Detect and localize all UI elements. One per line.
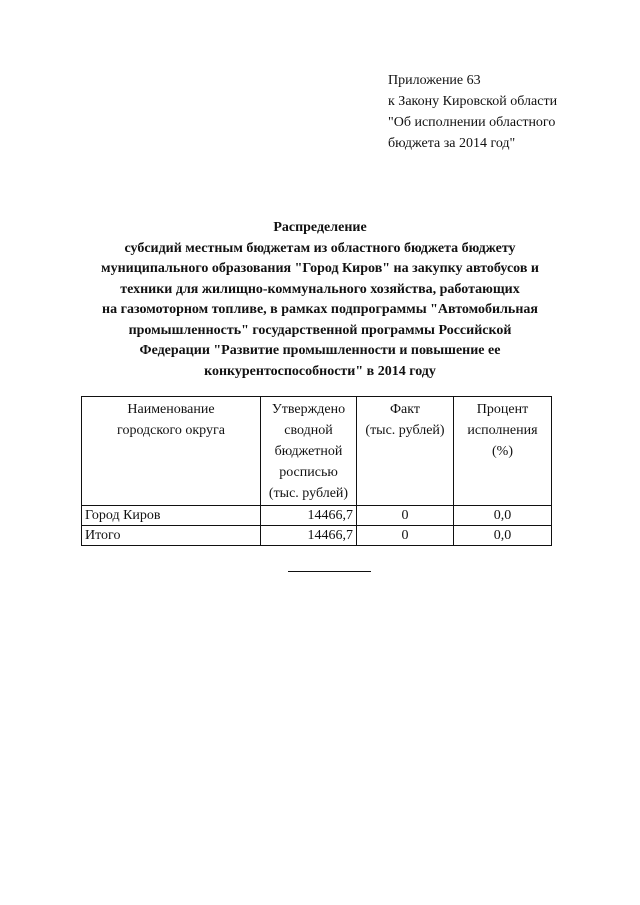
header-text: исполнения [467,423,538,438]
header-text: Процент [476,402,529,417]
table-total-row [82,526,552,546]
header-text: городского округа [117,423,225,438]
cell-name: Итого [82,526,261,546]
cell-approved: 14466,7 [261,526,357,546]
header-text: Наименование [127,402,215,417]
subsidy-table [81,396,552,546]
appendix-line: "Об исполнении областного [388,115,556,130]
header-text: росписью [279,465,338,480]
cell-name: Город Киров [82,506,261,526]
title-line: муниципального образования "Город Киров" на закупку автобусов и [101,261,539,276]
header-text: Факт [389,402,420,417]
table-row [82,506,552,526]
title-line: субсидий местным бюджетам из областного бюджета бюджету [124,240,516,256]
cell-approved: 14466,7 [261,506,357,526]
header-text: бюджетной [274,444,343,459]
table-header-row [82,397,552,506]
header-percent [454,397,552,506]
cell-fact: 0 [357,526,454,546]
header-text: (%) [492,444,513,459]
title-line: на газомоторном топливе, в рамках подпрограммы "Автомобильная [102,302,538,317]
appendix-line: бюджета за 2014 год" [388,136,516,151]
cell-fact: 0 [357,506,454,526]
header-text: Утверждено [271,402,346,417]
title-line: конкурентоспособности" в 2014 году [204,363,436,379]
document-title [60,218,580,382]
title-line: Федерации "Развитие промышленности и повышение ее [139,343,501,358]
header-text: сводной [284,423,333,438]
cell-percent: 0,0 [454,506,552,526]
header-approved [261,397,357,506]
header-text: (тыс. рублей) [268,486,349,501]
appendix-reference [388,70,618,154]
title-line: техники для жилищно-коммунального хозяйства, работающих [120,281,520,297]
appendix-line: Приложение 63 [388,73,481,88]
end-divider-line [288,571,371,572]
appendix-line: к Закону Кировской области [388,94,558,109]
header-fact [357,397,454,506]
header-text: (тыс. рублей) [365,423,445,438]
header-name [82,397,261,506]
cell-percent: 0,0 [454,526,552,546]
title-line: Распределение [273,220,367,235]
title-line: промышленность" государственной программы Российской [128,322,512,338]
